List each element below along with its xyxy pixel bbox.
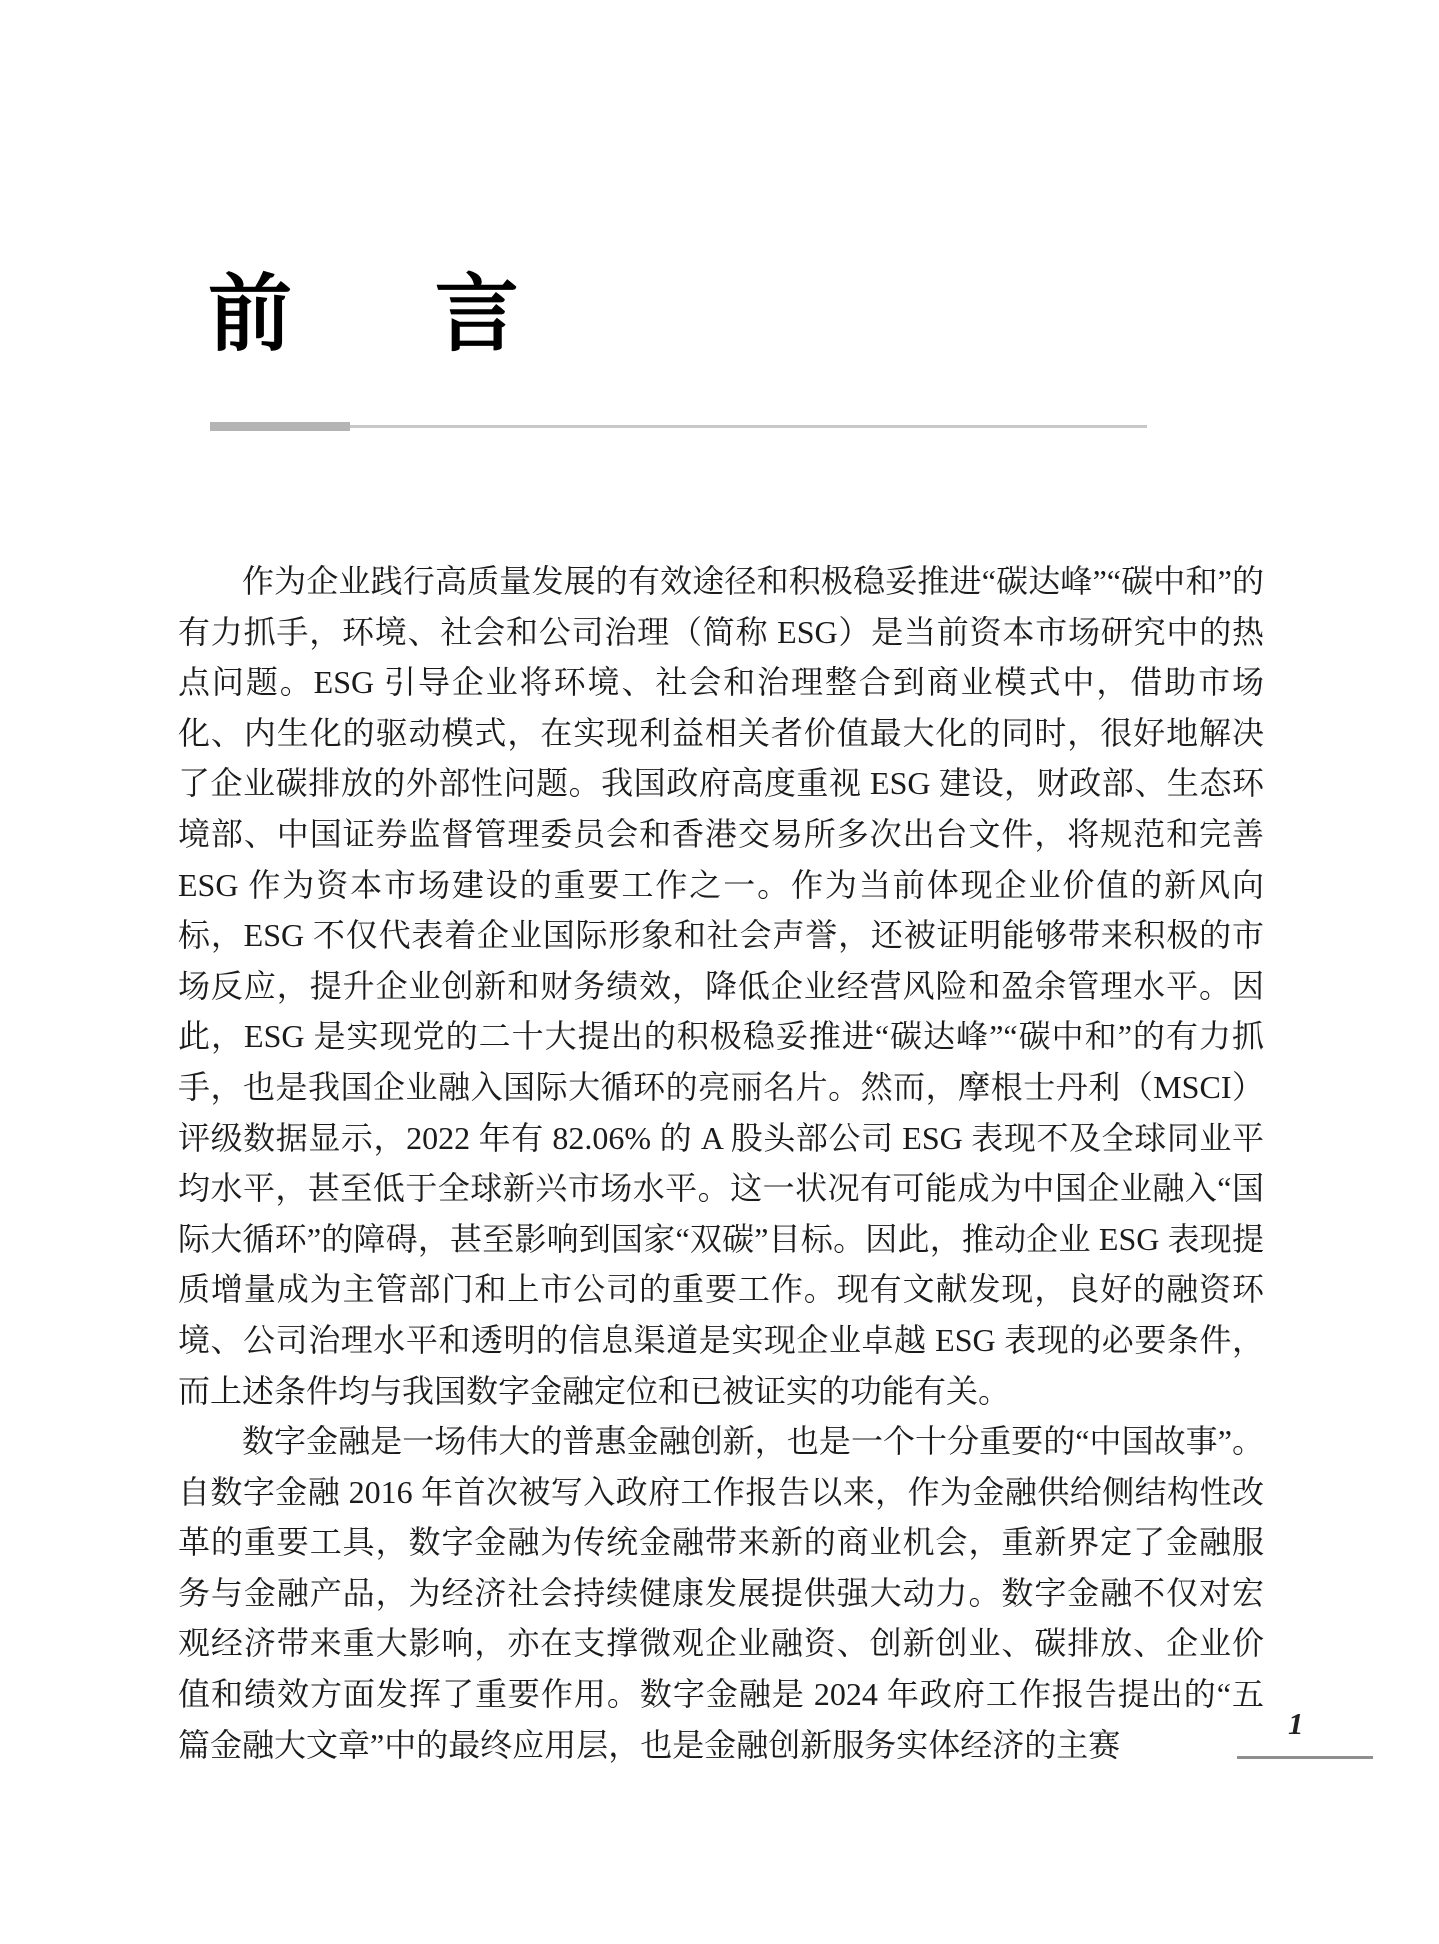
page-number-rule — [1237, 1756, 1373, 1759]
page-title: 前 言 — [208, 267, 549, 361]
title-rule-thin-segment — [350, 425, 1147, 428]
paragraph-2: 数字金融是一场伟大的普惠金融创新，也是一个十分重要的“中国故事”。自数字金融 2016 年首次被写入政府工作报告以来，作为金融供给侧结构性改革的重要工具，数字金融为传统金融带来新的商业机会，重新界定了金融服务与金融产品，为经济社会持续健康发展提供强大动力。数字金融不仅对宏观经济带来重大影响，亦在支撑微观企业融资、创新创业、碳排放、企业价值和绩效方面发挥了重要作用。数字金融是 2024 年政府工作报告提出的“五篇金融大文章”中的最终应用层，也是金融创新服务实体经济的主赛 — [178, 1423, 1264, 1763]
title-rule — [210, 422, 1147, 431]
page-number: 1 — [1288, 1706, 1304, 1741]
title-rule-thick-segment — [210, 422, 350, 431]
body-text — [178, 556, 1264, 1770]
paragraph-1: 作为企业践行高质量发展的有效途径和积极稳妥推进“碳达峰”“碳中和”的有力抓手，环境、社会和公司治理（简称 ESG）是当前资本市场研究中的热点问题。ESG 引导企业将环境、社会和治理整合到商业模式中，借助市场化、内生化的驱动模式，在实现利益相关者价值最大化的同时，很好地解决了企业碳排放的外部性问题。我国政府高度重视 ESG 建设，财政部、生态环境部、中国证券监督管理委员会和香港交易所多次出台文件，将规范和完善 ESG 作为资本市场建设的重要工作之一。作为当前体现企业价值的新风向标，ESG 不仅代表着企业国际形象和社会声誉，还被证明能够带来积极的市场反应，提升企业创新和财务绩效，降低企业经营风险和盈余管理水平。因此，ESG 是实现党的二十大提出的积极稳妥推进“碳达峰”“碳中和”的有力抓手，也是我国企业融入国际大循环的亮丽名片。然而，摩根士丹利（MSCI）评级数据显示，2022 年有 82.06% 的 A 股头部公司 ESG 表现不及全球同业平均水平，甚至低于全球新兴市场水平。这一状况有可能成为中国企业融入“国际大循环”的障碍，甚至影响到国家“双碳”目标。因此，推动企业 ESG 表现提质增量成为主管部门和上市公司的重要工作。现有文献发现，良好的融资环境、公司治理水平和透明的信息渠道是实现企业卓越 ESG 表现的必要条件，而上述条件均与我国数字金融定位和已被证实的功能有关。 — [178, 563, 1264, 1409]
